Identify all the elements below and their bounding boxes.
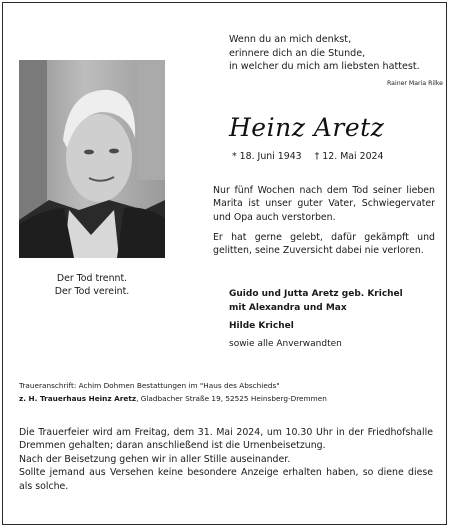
poem xyxy=(229,33,444,74)
poem-line: in welcher du mich am liebsten hattest. xyxy=(229,61,420,72)
birth-date: * 18. Juni 1943 xyxy=(232,151,302,162)
info-paragraph: Die Trauerfeier wird am Freitag, dem 31. Mai 2024, um 10.30 Uhr in der Friedhofshalle Dremmen gehalten; daran anschließend ist die Urnenbeisetzung. xyxy=(19,427,433,452)
mourner-line: Hilde Krichel xyxy=(229,321,294,331)
death-date: † 12. Mai 2024 xyxy=(314,151,384,162)
mourner-line: sowie alle Anverwandten xyxy=(229,339,342,349)
notice-paragraph-1: Nur fünf Wochen nach dem Tod seiner lieben Marita ist unser guter Vater, Schwiegervater und Opa auch verstorben. xyxy=(213,185,435,223)
quote xyxy=(19,272,165,299)
info-paragraph: Nach der Beisetzung gehen wir in aller Stille auseinander. xyxy=(19,453,291,465)
life-dates xyxy=(232,151,393,162)
info-paragraph: Sollte jemand aus Versehen keine besondere Anzeige erhalten haben, so diene diese als solche. xyxy=(19,467,433,492)
quote-line: Der Tod trennt. xyxy=(56,273,128,284)
deceased-name: Heinz Aretz xyxy=(229,113,385,142)
portrait-photo xyxy=(19,60,165,258)
address-contact: z. H. Trauerhaus Heinz Aretz xyxy=(19,393,137,403)
address-street: , Gladbacher Straße 19, 52525 Heinsberg-Dremmen xyxy=(136,393,327,403)
address-line: Traueranschrift: Achim Dohmen Bestattungen im "Haus des Abschieds" xyxy=(19,381,280,390)
poem-line: Wenn du an mich denkst, xyxy=(229,34,352,45)
quote-line: Der Tod vereint. xyxy=(54,286,130,298)
notice-paragraph-2: Er hat gerne gelebt, dafür gekämpft und gelitten, seine Zuversicht dabei nie verloren. xyxy=(213,232,435,257)
funeral-address xyxy=(19,380,439,405)
poem-line: erinnere dich an die Stunde, xyxy=(229,47,366,59)
funeral-info xyxy=(19,426,433,493)
mourner-line: mit Alexandra und Max xyxy=(229,303,347,313)
address-line xyxy=(19,393,439,406)
poem-author: Rainer Maria Rilke xyxy=(387,80,443,87)
mourner-line: Guido und Jutta Aretz geb. Krichel xyxy=(229,289,403,299)
